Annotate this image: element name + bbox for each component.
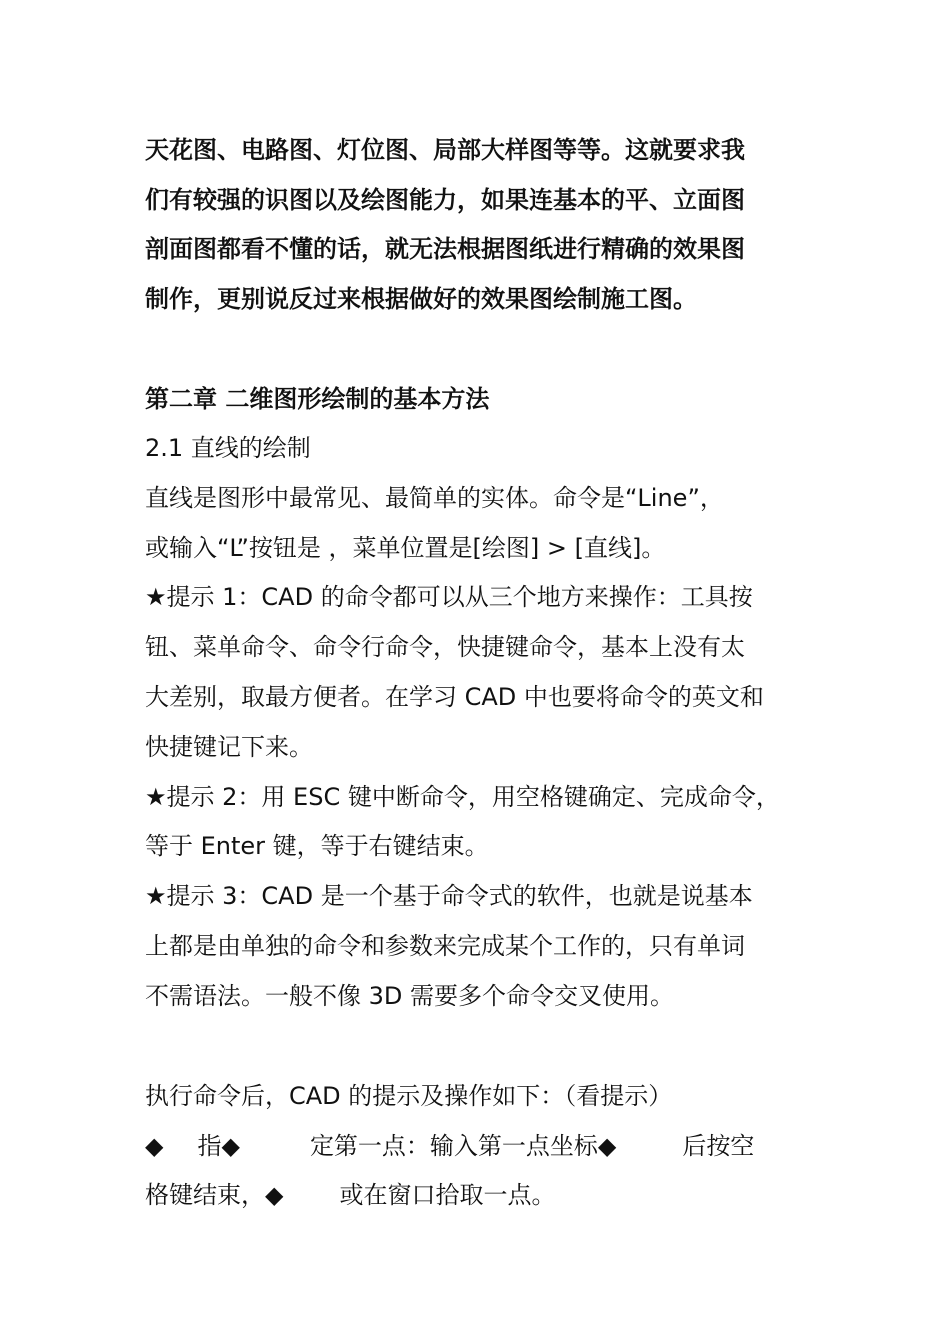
intro-line-4: 制作，更别说反过来根据做好的效果图绘制施工图。 — [145, 285, 697, 313]
operation-line-2-part-2: 或在窗口拾取一点。 — [339, 1181, 556, 1209]
operation-line-2 — [145, 1178, 555, 1212]
operation-line-1 — [145, 1129, 754, 1163]
operation-intro: 执行命令后，CAD 的提示及操作如下：（看提示） — [145, 1082, 673, 1110]
intro-line-3: 剖面图都看不懂的话，就无法根据图纸进行精确的效果图 — [145, 235, 745, 263]
operation-line-1-part-3: 定第一点：输入第一点坐标◆ — [309, 1132, 617, 1160]
tip1-line-4: 快捷键记下来。 — [145, 733, 313, 761]
tip3-line-2: 上都是由单独的命令和参数来完成某个工作的，只有单词 — [145, 932, 745, 960]
diamond-bullet: ◆ — [145, 1132, 164, 1160]
operation-line-1-part-2: 指◆ — [197, 1132, 240, 1160]
tip1-line-2: 钮、菜单命令、命令行命令，快捷键命令，基本上没有太 — [145, 633, 745, 661]
line-description-1: 直线是图形中最常见、最简单的实体。命令是“Line”， — [145, 484, 724, 512]
tip2-line-1: ★提示 2：用 ESC 键中断命令，用空格键确定、完成命令， — [145, 783, 780, 811]
operation-line-1-part-4: 后按空 — [682, 1132, 755, 1160]
tip3-line-3: 不需语法。一般不像 3D 需要多个命令交叉使用。 — [145, 982, 675, 1010]
line-description-2: 或输入“L”按钮是 ，菜单位置是[绘图] > [直线]。 — [145, 534, 666, 562]
tip3-line-1: ★提示 3：CAD 是一个基于命令式的软件，也就是说基本 — [145, 882, 753, 910]
tip1-line-1: ★提示 1：CAD 的命令都可以从三个地方来操作：工具按 — [145, 583, 753, 611]
tip1-line-3: 大差别，取最方便者。在学习 CAD 中也要将命令的英文和 — [145, 683, 764, 711]
operation-line-2-part-1: 格键结束，◆ — [145, 1181, 284, 1209]
intro-line-1: 天花图、电路图、灯位图、局部大样图等等。这就要求我 — [145, 136, 745, 164]
chapter-title: 第二章 二维图形绘制的基本方法 — [145, 385, 490, 413]
intro-line-2: 们有较强的识图以及绘图能力，如果连基本的平、立面图 — [145, 186, 745, 214]
tip2-line-2: 等于 Enter 键，等于右键结束。 — [145, 832, 489, 860]
section-title: 2.1 直线的绘制 — [145, 434, 311, 462]
